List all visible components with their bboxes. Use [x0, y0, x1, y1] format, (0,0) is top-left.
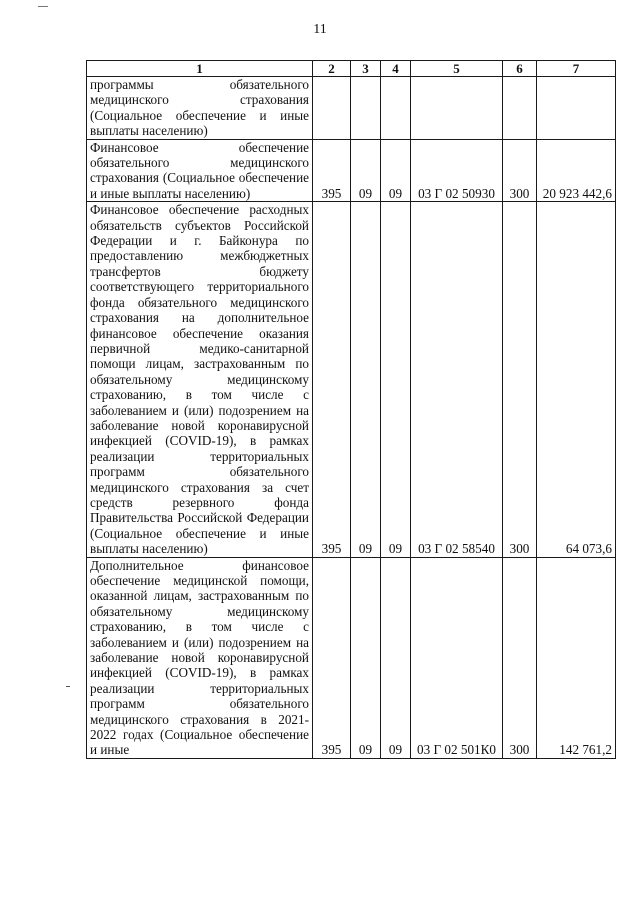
- target-article-code: 03 Г 02 58540: [411, 202, 503, 557]
- expense-type-code: [503, 77, 537, 140]
- table-row: [87, 202, 616, 557]
- amount: 20 923 442,6: [537, 139, 616, 202]
- expense-type-code: 300: [503, 557, 537, 758]
- subsection-code: 09: [381, 557, 411, 758]
- column-header: 3: [351, 61, 381, 77]
- section-code: 09: [351, 202, 381, 557]
- section-code: 09: [351, 557, 381, 758]
- scan-mark: [38, 6, 48, 7]
- expense-type-code: 300: [503, 202, 537, 557]
- ministry-code: 395: [313, 202, 351, 557]
- ministry-code: 395: [313, 139, 351, 202]
- column-header: 4: [381, 61, 411, 77]
- budget-table: [86, 60, 616, 759]
- target-article-code: [411, 77, 503, 140]
- header-row: [87, 61, 616, 77]
- column-header: 5: [411, 61, 503, 77]
- table-row: [87, 77, 616, 140]
- expense-name: Дополнительное финансовое обеспечение медицинской помощи, оказанной лицам, застрахованным по обязательному медицинскому страхованию, в том числе с заболеванием и (или) подозрением на заболевание новой коронавирусной инфекцией (COVID-19), в рамках реализации территориальных программ обязательного медицинского страхования в 2021-2022 годах (Социальное обеспечение и иные: [87, 557, 313, 758]
- target-article-code: 03 Г 02 501К0: [411, 557, 503, 758]
- page-number: 11: [313, 22, 327, 37]
- table-row: [87, 139, 616, 202]
- expense-type-code: 300: [503, 139, 537, 202]
- amount: [537, 77, 616, 140]
- column-header: 2: [313, 61, 351, 77]
- section-code: [351, 77, 381, 140]
- subsection-code: 09: [381, 202, 411, 557]
- column-header: 1: [87, 61, 313, 77]
- amount: 142 761,2: [537, 557, 616, 758]
- expense-name: Финансовое обеспечение обязательного медицинского страхования (Социальное обеспечение и иные выплаты населению): [87, 139, 313, 202]
- column-header: 7: [537, 61, 616, 77]
- scan-mark: [66, 686, 70, 687]
- expense-name: Финансовое обеспечение расходных обязательств субъектов Российской Федерации и г. Байконура по предоставлению межбюджетных трансфертов бюджету соответствующего территориального фонда обязательного медицинского страхования на дополнительное финансовое обеспечение оказания первичной медико-санитарной помощи лицам, застрахованным по обязательному медицинскому страхованию, в том числе с заболеванием и (или) подозрением на заболевание новой коронавирусной инфекцией (COVID-19), в рамках реализации территориальных программ обязательного медицинского страхования за счет средств резервного фонда Правительства Российской Федерации (Социальное обеспечение и иные выплаты населению): [87, 202, 313, 557]
- subsection-code: [381, 77, 411, 140]
- amount: 64 073,6: [537, 202, 616, 557]
- section-code: 09: [351, 139, 381, 202]
- ministry-code: 395: [313, 557, 351, 758]
- ministry-code: [313, 77, 351, 140]
- subsection-code: 09: [381, 139, 411, 202]
- target-article-code: 03 Г 02 50930: [411, 139, 503, 202]
- table-row: [87, 557, 616, 758]
- expense-name: программы обязательного медицинского страхования (Социальное обеспечение и иные выплаты населению): [87, 77, 313, 140]
- column-header: 6: [503, 61, 537, 77]
